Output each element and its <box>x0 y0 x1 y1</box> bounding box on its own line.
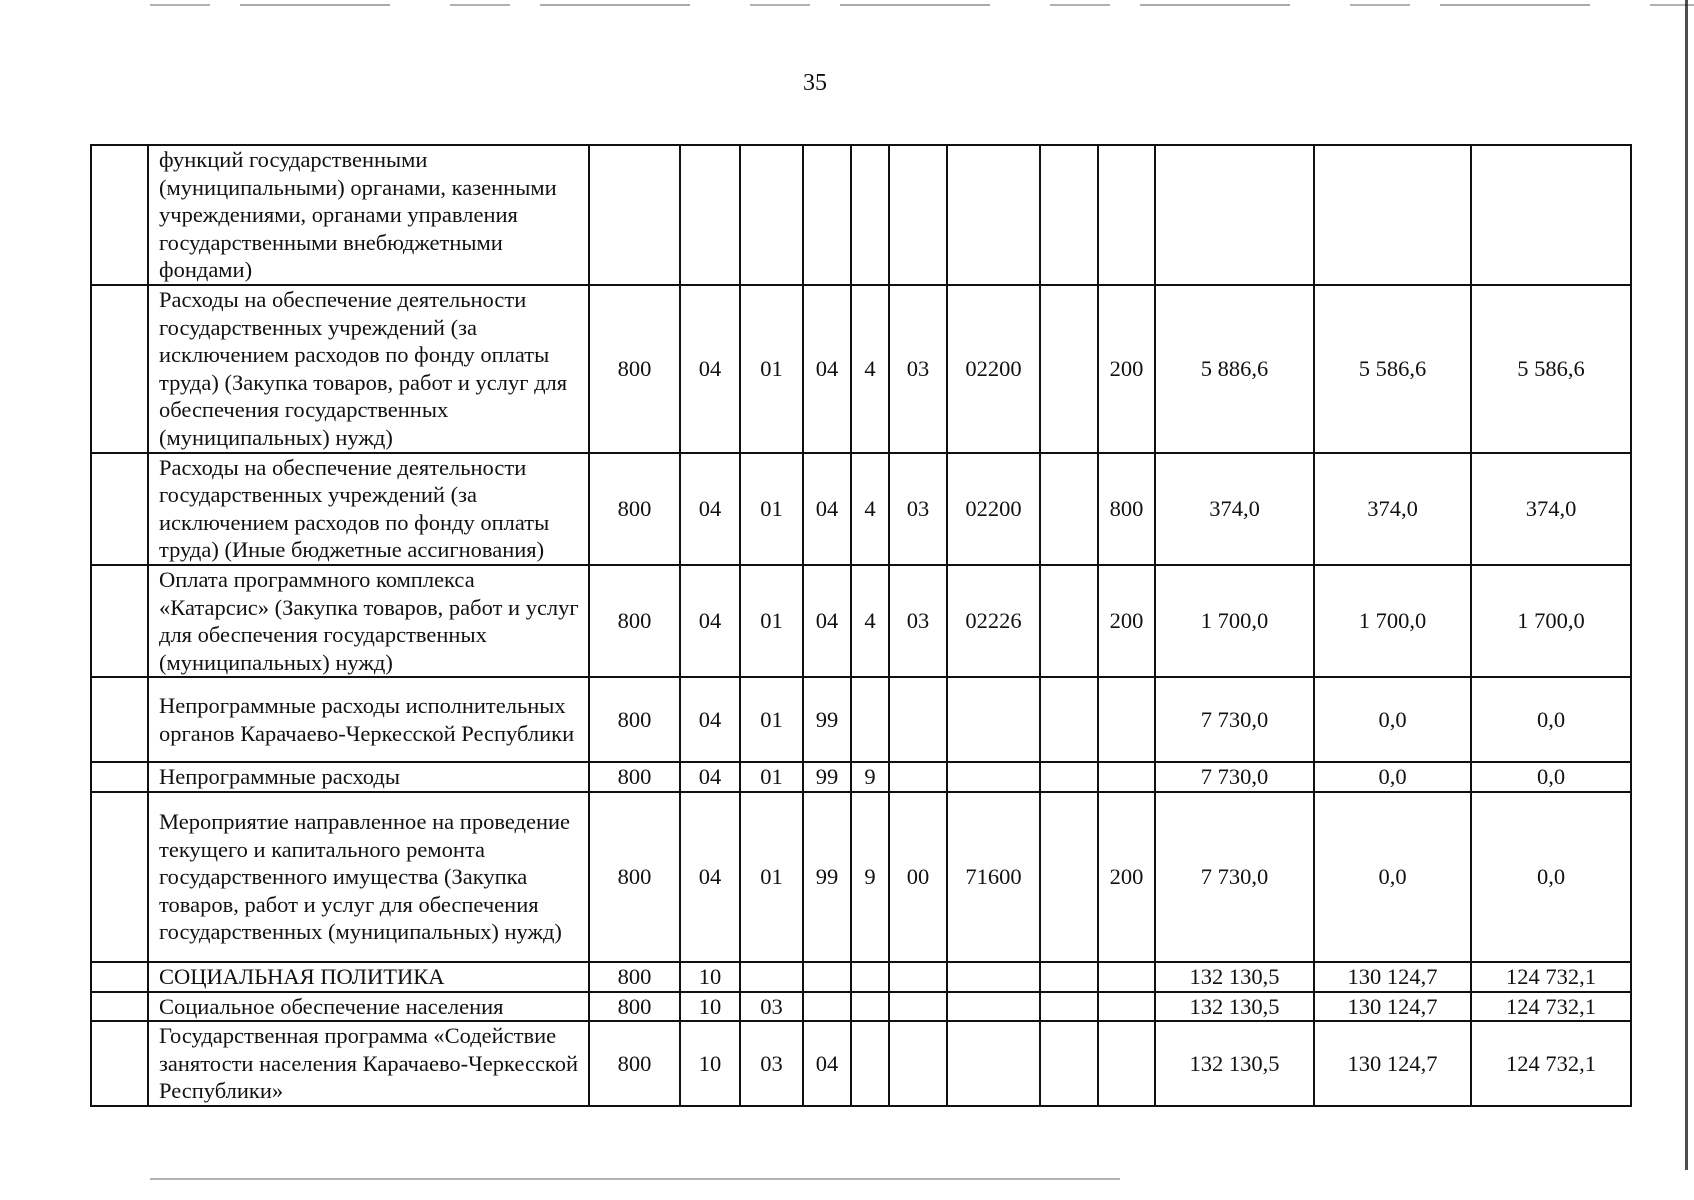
table-row <box>91 565 1631 677</box>
row-name: СОЦИАЛЬНАЯ ПОЛИТИКА <box>148 962 589 992</box>
code-direction <box>947 962 1040 992</box>
code-subprogram: 4 <box>851 565 889 677</box>
row-index-cell <box>91 962 148 992</box>
code-ministry: 800 <box>589 285 680 453</box>
row-index-cell <box>91 992 148 1022</box>
code-subprogram: 4 <box>851 285 889 453</box>
code-section: 04 <box>680 565 740 677</box>
row-index-cell <box>91 1021 148 1106</box>
table-row <box>91 453 1631 565</box>
code-direction <box>947 1021 1040 1106</box>
code-direction <box>947 992 1040 1022</box>
code-extra <box>1040 677 1098 762</box>
page-number: 35 <box>803 70 827 96</box>
amount-year-3: 5 586,6 <box>1471 285 1631 453</box>
amount-year-1: 132 130,5 <box>1155 1021 1314 1106</box>
amount-year-1: 7 730,0 <box>1155 762 1314 792</box>
table-row <box>91 992 1631 1022</box>
code-extra <box>1040 565 1098 677</box>
code-section: 04 <box>680 762 740 792</box>
row-name: Непрограммные расходы исполнительных органов Карачаево-Черкесской Республики <box>148 677 589 762</box>
row-index-cell <box>91 285 148 453</box>
code-extra <box>1040 145 1098 285</box>
code-direction: 02200 <box>947 453 1040 565</box>
code-program: 99 <box>803 762 851 792</box>
amount-year-2: 130 124,7 <box>1314 992 1471 1022</box>
code-program: 99 <box>803 792 851 962</box>
row-index-cell <box>91 565 148 677</box>
code-activity <box>889 145 947 285</box>
code-program <box>803 145 851 285</box>
code-section: 04 <box>680 453 740 565</box>
code-program <box>803 992 851 1022</box>
code-direction <box>947 762 1040 792</box>
code-extra <box>1040 762 1098 792</box>
code-direction <box>947 677 1040 762</box>
code-expense-type <box>1098 1021 1155 1106</box>
code-ministry: 800 <box>589 962 680 992</box>
code-section: 04 <box>680 792 740 962</box>
code-subprogram <box>851 1021 889 1106</box>
amount-year-2: 5 586,6 <box>1314 285 1471 453</box>
code-subsection: 03 <box>740 1021 803 1106</box>
code-subprogram <box>851 962 889 992</box>
code-activity <box>889 962 947 992</box>
amount-year-2: 0,0 <box>1314 792 1471 962</box>
amount-year-2: 0,0 <box>1314 677 1471 762</box>
row-name: функций государственными (муниципальными) органами, казенными учреждениями, органами управления государственными внебюджетными фондами) <box>148 145 589 285</box>
amount-year-3: 0,0 <box>1471 792 1631 962</box>
row-index-cell <box>91 762 148 792</box>
code-section: 04 <box>680 285 740 453</box>
budget-table <box>90 144 1632 1107</box>
code-activity: 03 <box>889 285 947 453</box>
amount-year-2: 1 700,0 <box>1314 565 1471 677</box>
code-ministry: 800 <box>589 1021 680 1106</box>
code-subsection <box>740 962 803 992</box>
code-subsection: 01 <box>740 762 803 792</box>
code-expense-type <box>1098 677 1155 762</box>
code-extra <box>1040 792 1098 962</box>
code-subsection: 01 <box>740 792 803 962</box>
table-row <box>91 285 1631 453</box>
code-activity: 00 <box>889 792 947 962</box>
code-program: 99 <box>803 677 851 762</box>
code-subprogram <box>851 992 889 1022</box>
amount-year-3: 124 732,1 <box>1471 962 1631 992</box>
code-extra <box>1040 285 1098 453</box>
code-subsection: 01 <box>740 677 803 762</box>
code-program: 04 <box>803 453 851 565</box>
code-expense-type: 200 <box>1098 565 1155 677</box>
code-section <box>680 145 740 285</box>
code-direction <box>947 145 1040 285</box>
code-activity <box>889 677 947 762</box>
row-index-cell <box>91 453 148 565</box>
code-section: 10 <box>680 962 740 992</box>
code-extra <box>1040 992 1098 1022</box>
code-subsection: 01 <box>740 285 803 453</box>
amount-year-2: 130 124,7 <box>1314 1021 1471 1106</box>
amount-year-2 <box>1314 145 1471 285</box>
code-expense-type <box>1098 962 1155 992</box>
code-extra <box>1040 962 1098 992</box>
amount-year-3: 124 732,1 <box>1471 992 1631 1022</box>
code-subprogram: 9 <box>851 762 889 792</box>
scan-edge-right <box>1685 0 1688 1170</box>
code-expense-type <box>1098 762 1155 792</box>
code-section: 10 <box>680 992 740 1022</box>
row-name: Непрограммные расходы <box>148 762 589 792</box>
code-ministry: 800 <box>589 792 680 962</box>
table-row <box>91 962 1631 992</box>
amount-year-1: 132 130,5 <box>1155 962 1314 992</box>
code-program: 04 <box>803 285 851 453</box>
row-name: Оплата программного комплекса «Катарсис» (Закупка товаров, работ и услуг для обеспечения государственных (муниципальных) нужд) <box>148 565 589 677</box>
table-row <box>91 1021 1631 1106</box>
code-expense-type <box>1098 992 1155 1022</box>
scan-edge-bottom <box>150 1178 1120 1180</box>
code-subsection <box>740 145 803 285</box>
code-subprogram <box>851 145 889 285</box>
amount-year-1: 132 130,5 <box>1155 992 1314 1022</box>
amount-year-1: 374,0 <box>1155 453 1314 565</box>
code-section: 04 <box>680 677 740 762</box>
amount-year-1 <box>1155 145 1314 285</box>
row-name: Мероприятие направленное на проведение текущего и капитального ремонта государственного имущества (Закупка товаров, работ и услуг для обеспечения государственных (муниципальных) нужд) <box>148 792 589 962</box>
row-name: Государственная программа «Содействие занятости населения Карачаево-Черкесской Республики» <box>148 1021 589 1106</box>
table-row <box>91 762 1631 792</box>
code-activity <box>889 1021 947 1106</box>
code-extra <box>1040 1021 1098 1106</box>
code-activity: 03 <box>889 453 947 565</box>
code-activity: 03 <box>889 565 947 677</box>
code-program: 04 <box>803 1021 851 1106</box>
code-activity <box>889 762 947 792</box>
amount-year-1: 7 730,0 <box>1155 792 1314 962</box>
table-row <box>91 145 1631 285</box>
amount-year-3: 0,0 <box>1471 677 1631 762</box>
code-subsection: 01 <box>740 565 803 677</box>
code-expense-type: 200 <box>1098 285 1155 453</box>
code-ministry: 800 <box>589 453 680 565</box>
amount-year-2: 130 124,7 <box>1314 962 1471 992</box>
amount-year-1: 7 730,0 <box>1155 677 1314 762</box>
code-section: 10 <box>680 1021 740 1106</box>
table-row <box>91 792 1631 962</box>
amount-year-2: 374,0 <box>1314 453 1471 565</box>
amount-year-1: 5 886,6 <box>1155 285 1314 453</box>
amount-year-2: 0,0 <box>1314 762 1471 792</box>
row-name: Социальное обеспечение населения <box>148 992 589 1022</box>
code-ministry: 800 <box>589 565 680 677</box>
row-name: Расходы на обеспечение деятельности государственных учреждений (за исключением расходов по фонду оплаты труда) (Закупка товаров, работ и услуг для обеспечения государственных (муниципальных) нужд) <box>148 285 589 453</box>
code-program: 04 <box>803 565 851 677</box>
code-ministry: 800 <box>589 992 680 1022</box>
amount-year-3: 1 700,0 <box>1471 565 1631 677</box>
code-ministry <box>589 145 680 285</box>
amount-year-3 <box>1471 145 1631 285</box>
code-direction: 02200 <box>947 285 1040 453</box>
amount-year-1: 1 700,0 <box>1155 565 1314 677</box>
code-extra <box>1040 453 1098 565</box>
code-expense-type: 200 <box>1098 792 1155 962</box>
amount-year-3: 0,0 <box>1471 762 1631 792</box>
code-subprogram: 4 <box>851 453 889 565</box>
code-subprogram: 9 <box>851 792 889 962</box>
code-direction: 02226 <box>947 565 1040 677</box>
code-subprogram <box>851 677 889 762</box>
amount-year-3: 374,0 <box>1471 453 1631 565</box>
code-ministry: 800 <box>589 677 680 762</box>
code-direction: 71600 <box>947 792 1040 962</box>
code-subsection: 01 <box>740 453 803 565</box>
row-index-cell <box>91 677 148 762</box>
scan-edge-top <box>150 4 1694 6</box>
row-name: Расходы на обеспечение деятельности государственных учреждений (за исключением расходов по фонду оплаты труда) (Иные бюджетные ассигнования) <box>148 453 589 565</box>
code-ministry: 800 <box>589 762 680 792</box>
code-expense-type <box>1098 145 1155 285</box>
amount-year-3: 124 732,1 <box>1471 1021 1631 1106</box>
table-row <box>91 677 1631 762</box>
code-subsection: 03 <box>740 992 803 1022</box>
code-activity <box>889 992 947 1022</box>
row-index-cell <box>91 145 148 285</box>
row-index-cell <box>91 792 148 962</box>
code-expense-type: 800 <box>1098 453 1155 565</box>
code-program <box>803 962 851 992</box>
